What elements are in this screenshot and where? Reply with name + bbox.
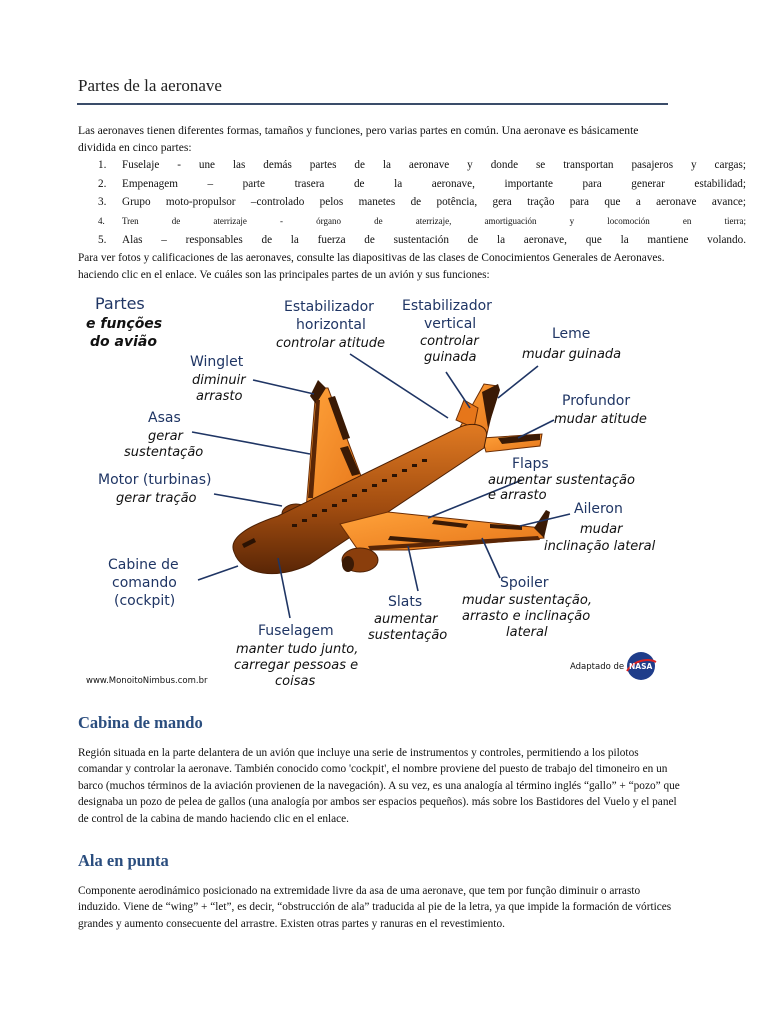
figure-lead-paragraph: Para ver fotos y calificaciones de las aeronaves, consulte las diapositivas de las clases de Conocimientos Generales de Aeronaves. haciendo clic en el enlace. Ve cuáles son las principales partes de un avión y sus funciones:: [78, 252, 665, 281]
label-spoiler: Spoiler: [500, 575, 549, 591]
list-item: [98, 178, 746, 197]
list-number: 2.: [98, 177, 107, 190]
label-fuselagem-desc: carregar pessoas e: [234, 658, 359, 673]
figure-subtitle: e funções: [86, 316, 163, 332]
figure-credit: www.MonoitoNimbus.com.br: [86, 676, 208, 686]
nasa-logo: [627, 652, 656, 680]
label-estabilizador-vertical: vertical: [424, 316, 477, 332]
label-cabine: comando: [112, 575, 177, 591]
list-number: 1.: [98, 159, 107, 171]
label-spoiler-desc: arrasto e inclinação: [462, 609, 591, 624]
label-spoiler-desc: mudar sustentação,: [462, 593, 592, 608]
figure-subtitle: do avião: [90, 334, 157, 350]
label-aileron-desc: mudar: [580, 522, 623, 537]
label-flaps: Flaps: [512, 456, 549, 472]
intro-paragraph: Las aeronaves tienen diferentes formas, tamaños y funciones, pero varias partes en común. Una aeronave es básicamente dividida en cinco partes:: [78, 124, 639, 154]
label-estabilizador-vertical-desc: guinada: [424, 350, 477, 365]
figure-adapted-from: Adaptado de: [570, 662, 625, 672]
label-flaps-desc: aumentar sustentação: [488, 473, 635, 488]
label-fuselagem-desc: coisas: [275, 674, 316, 689]
label-motor: Motor (turbinas): [98, 472, 212, 488]
label-slats: Slats: [388, 594, 423, 610]
label-estabilizador-horizontal-desc: controlar atitude: [276, 336, 386, 351]
list-item: [98, 159, 746, 178]
label-spoiler-desc: lateral: [506, 625, 548, 640]
list-text: Grupo moto-propulsor –controlado pelos manetes de potência, gera tração para que a aeronave avance;: [122, 196, 746, 209]
label-profundor-desc: mudar atitude: [554, 412, 647, 427]
label-fuselagem: Fuselagem: [258, 623, 334, 639]
section-heading-cabina: Cabina de mando: [78, 713, 203, 732]
label-leme: Leme: [552, 326, 591, 342]
section-body-ala: Componente aerodinámico posicionado na extremidade livre da asa de uma aeronave, que tem por função diminuir o arrasto induzido. Viene de “wing” + “let”, es decir, “obstrucción de ala” traducida al pie de la letra, ya que impide la formación de vórtices grandes y aumento consecuente del arrastre. Existen otras partes y ranuras en el revestimiento.: [78, 885, 672, 930]
label-estabilizador-vertical-desc: controlar: [420, 334, 479, 349]
label-slats-desc: sustentação: [368, 628, 448, 643]
label-estabilizador-vertical: Estabilizador: [402, 298, 492, 314]
page-title: Partes de la aeronave: [78, 76, 222, 95]
title-rule: [77, 103, 668, 105]
list-number: 3.: [98, 196, 107, 209]
label-leme-desc: mudar guinada: [522, 347, 622, 362]
label-cabine: (cockpit): [114, 593, 176, 609]
label-asas: Asas: [148, 410, 181, 426]
label-asas-desc: sustentação: [124, 445, 204, 460]
section-body-cabina: Región situada en la parte delantera de un avión que incluye una serie de instrumentos y controles, permitiendo a los pilotos comandar y controlar la aeronave. También conocido como 'cockpit', el nombre proviene del puesto de trabajo del timoneiro en un barco (muchos términos de la aviación provienen de la navegación). A su vez, es una analogía al término inglés “gallo” + “pozo” que designaba un pozo de pelea de gallos (una analogía por ambos ser espacios pequeños). más sobre los Bastidores del Vuelo y el panel de control de la cabina de mando haciendo clic en el enlace.: [78, 747, 680, 825]
list-number: 4.: [98, 216, 105, 227]
label-aileron: Aileron: [574, 501, 623, 517]
label-winglet-desc: diminuir: [192, 373, 246, 388]
label-winglet: Winglet: [190, 354, 244, 370]
label-estabilizador-horizontal: Estabilizador: [284, 299, 374, 315]
nasa-logo-text: NASA: [629, 662, 653, 671]
figure-title: Partes: [95, 294, 145, 313]
list-number: 5.: [98, 233, 107, 246]
engine-intake: [342, 556, 354, 572]
parts-list: [98, 159, 746, 252]
list-text: Fuselaje - une las demás partes de la aeronave y donde se transportan pasajeros y cargas;: [122, 159, 746, 171]
airplane-diagram: [78, 288, 678, 696]
label-aileron-desc: inclinação lateral: [544, 539, 656, 554]
label-fuselagem-desc: manter tudo junto,: [236, 642, 359, 657]
label-cabine: Cabine de: [108, 557, 179, 573]
list-text: Empenagem – parte trasera de la aeronave, importante para generar estabilidad;: [122, 177, 746, 190]
section-heading-ala: Ala en punta: [78, 851, 169, 870]
label-motor-desc: gerar tração: [116, 491, 197, 506]
label-estabilizador-horizontal: horizontal: [296, 317, 366, 333]
label-winglet-desc: arrasto: [196, 389, 243, 404]
list-text: Alas – responsables de la fuerza de sustentación de la aeronave, que la mantiene volando.: [122, 233, 746, 246]
list-item: [98, 196, 746, 215]
label-slats-desc: aumentar: [374, 612, 438, 627]
label-flaps-desc: e arrasto: [488, 488, 547, 503]
list-item: [98, 215, 746, 234]
list-text: Tren de aterrizaje - órgano de aterrizaje, amortiguación y locomoción en tierra;: [122, 216, 746, 227]
label-asas-desc: gerar: [148, 429, 183, 444]
label-profundor: Profundor: [562, 393, 631, 409]
